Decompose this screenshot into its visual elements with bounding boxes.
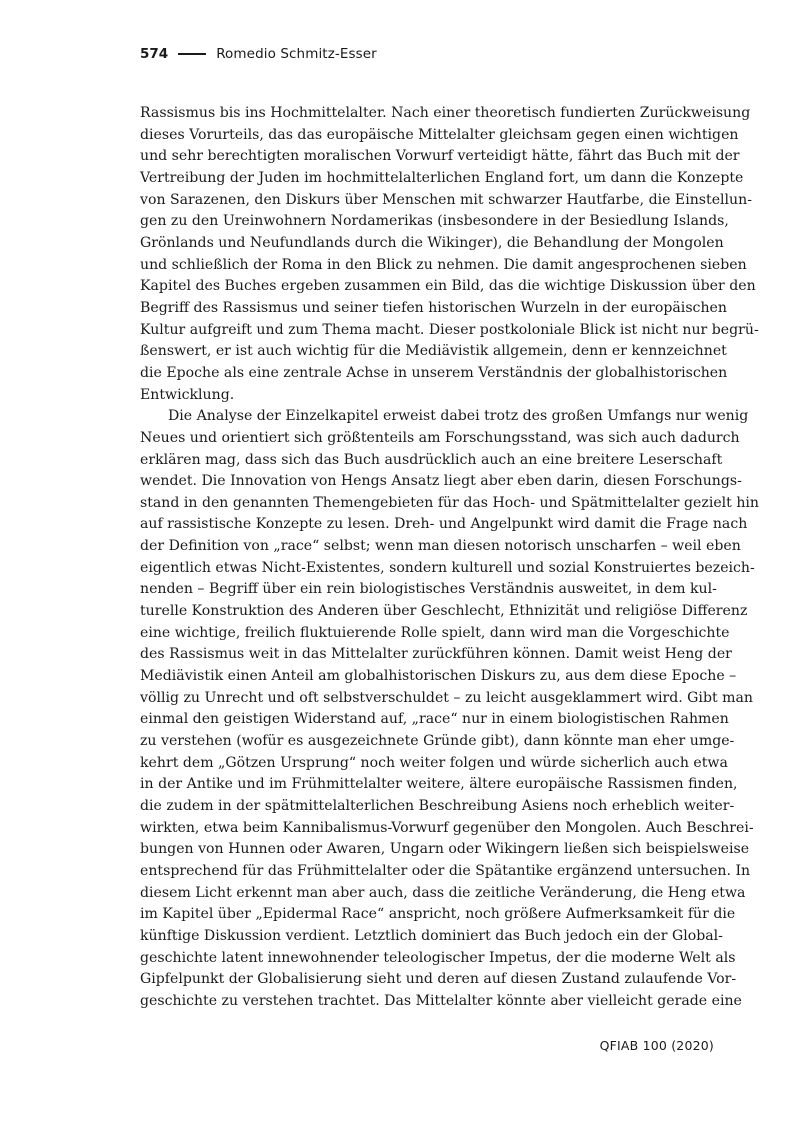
text-line: entsprechend für das Frühmittelalter oder die Spätantike ergänzend untersuchen. In xyxy=(140,862,751,879)
text-line: im Kapitel über „Epidermal Race“ anspricht, noch größere Aufmerksamkeit für die xyxy=(140,906,736,923)
running-header xyxy=(140,44,700,64)
text-line: Kapitel des Buches ergeben zusammen ein Bild, das die wichtige Diskussion über den xyxy=(140,278,756,295)
text-line: geschichte latent innewohnender teleologischer Impetus, der die moderne Welt als xyxy=(140,949,736,966)
text-line: wirkten, etwa beim Kannibalismus-Vorwurf gegenüber den Mongolen. Auch Beschrei- xyxy=(140,819,754,836)
text-line: einmal den geistigen Widerstand auf, „race“ nur in einem biologistischen Rahmen xyxy=(140,711,729,728)
text-line: Die Analyse der Einzelkapitel erweist dabei trotz des großen Umfangs nur wenig xyxy=(168,408,749,425)
text-line: Vertreibung der Juden im hochmittelalterlichen England fort, um dann die Konzepte xyxy=(140,169,744,186)
text-line: gen zu den Ureinwohnern Nordamerikas (insbesondere in der Besiedlung Islands, xyxy=(140,213,729,230)
text-line: die zudem in der spätmittelalterlichen Beschreibung Asiens noch erheblich weiter- xyxy=(140,798,735,814)
text-line: Begriff des Rassismus und seiner tiefen historischen Wurzeln in der europäischen xyxy=(140,299,727,316)
text-line: kehrt dem „Götzen Ursprung“ noch weiter folgen und würde sicherlich auch etwa xyxy=(140,754,728,771)
text-line: völlig zu Unrecht und oft selbstverschuldet – zu leicht ausgeklammert wird. Gibt man xyxy=(140,689,753,706)
text-line: wendet. Die Innovation von Hengs Ansatz liegt aber eben darin, diesen Forschungs- xyxy=(140,473,742,490)
text-line: dieses Vorurteils, das das europäische Mittelalter gleichsam gegen einen wichtigen xyxy=(140,126,739,143)
text-line: Kultur aufgreift und zum Thema macht. Dieser postkoloniale Blick ist nicht nur begrü- xyxy=(140,321,759,338)
text-line: eine wichtige, freilich fluktuierende Rolle spielt, dann wird man die Vorgeschichte xyxy=(140,624,730,641)
text-line: von Sarazenen, den Diskurs über Menschen mit schwarzer Hautfarbe, die Einstellun- xyxy=(140,191,752,208)
text-line: Rassismus bis ins Hochmittelalter. Nach einer theoretisch fundierten Zurückweisung xyxy=(140,105,751,121)
text-line: künftige Diskussion verdient. Letztlich dominiert das Buch jedoch ein der Global- xyxy=(140,927,723,944)
text-line: Gipfelpunkt der Globalisierung sieht und deren auf diesen Zustand zulaufende Vor- xyxy=(140,971,737,988)
text-line: und schließlich der Roma in den Blick zu nehmen. Die damit angesprochenen sieben xyxy=(140,256,747,273)
paragraph xyxy=(140,406,759,1012)
paragraph xyxy=(140,103,759,406)
page-number: 574 xyxy=(140,46,169,62)
body-text xyxy=(140,103,759,1013)
text-line: Neues und orientiert sich größtenteils am Forschungsstand, was sich auch dadurch xyxy=(140,429,740,446)
text-line: erklären mag, dass sich das Buch ausdrücklich auch an eine breitere Leserschaft xyxy=(140,451,723,468)
text-line: nenden – Begriff über ein rein biologistisches Verständnis ausweitet, in dem kul- xyxy=(140,581,717,598)
text-line: Grönlands und Neufundlands durch die Wikinger), die Behandlung der Mongolen xyxy=(140,234,724,251)
text-line: die Epoche als eine zentrale Achse in unserem Verständnis der globalhistorischen xyxy=(140,364,728,381)
text-line: auf rassistische Konzepte zu lesen. Dreh- und Angelpunkt wird damit die Frage nach xyxy=(140,516,748,533)
text-line: in der Antike und im Frühmittelalter weitere, ältere europäische Rassismen finden, xyxy=(140,776,738,793)
text-line: der Definition von „race“ selbst; wenn man diesen notorisch unscharfen – weil eben xyxy=(140,538,741,555)
text-line: turelle Konstruktion des Anderen über Geschlecht, Ethnizität und religiöse Differenz xyxy=(140,603,748,620)
text-line: zu verstehen (wofür es ausgezeichnete Gründe gibt), dann könnte man eher umge- xyxy=(140,733,735,750)
text-line: stand in den genannten Themengebieten für das Hoch- und Spätmittelalter gezielt hin xyxy=(140,494,759,511)
text-line: bungen von Hunnen oder Awaren, Ungarn oder Wikingern ließen sich beispielsweise xyxy=(140,841,750,858)
text-line: geschichte zu verstehen trachtet. Das Mittelalter könnte aber vielleicht gerade eine xyxy=(140,992,742,1009)
text-line: diesem Licht erkennt man aber auch, dass die zeitliche Veränderung, die Heng etwa xyxy=(140,884,746,901)
text-line: Entwicklung. xyxy=(140,386,235,403)
journal-footer: QFIAB 100 (2020) xyxy=(599,1038,714,1053)
text-line: des Rassismus weit in das Mittelalter zurückführen können. Damit weist Heng der xyxy=(140,646,732,663)
text-line: Mediävistik einen Anteil am globalhistorischen Diskurs zu, aus dem diese Epoche – xyxy=(140,668,737,685)
text-line: und sehr berechtigten moralischen Vorwurf verteidigt hätte, fährt das Buch mit der xyxy=(140,148,740,165)
running-author: Romedio Schmitz-Esser xyxy=(216,46,377,62)
text-line: ßenswert, er ist auch wichtig für die Mediävistik allgemein, denn er kennzeichnet xyxy=(140,343,727,360)
text-line: eigentlich etwas Nicht-Existentes, sondern kulturell und sozial Konstruiertes bezeich- xyxy=(140,559,755,576)
header-dash xyxy=(178,53,206,55)
